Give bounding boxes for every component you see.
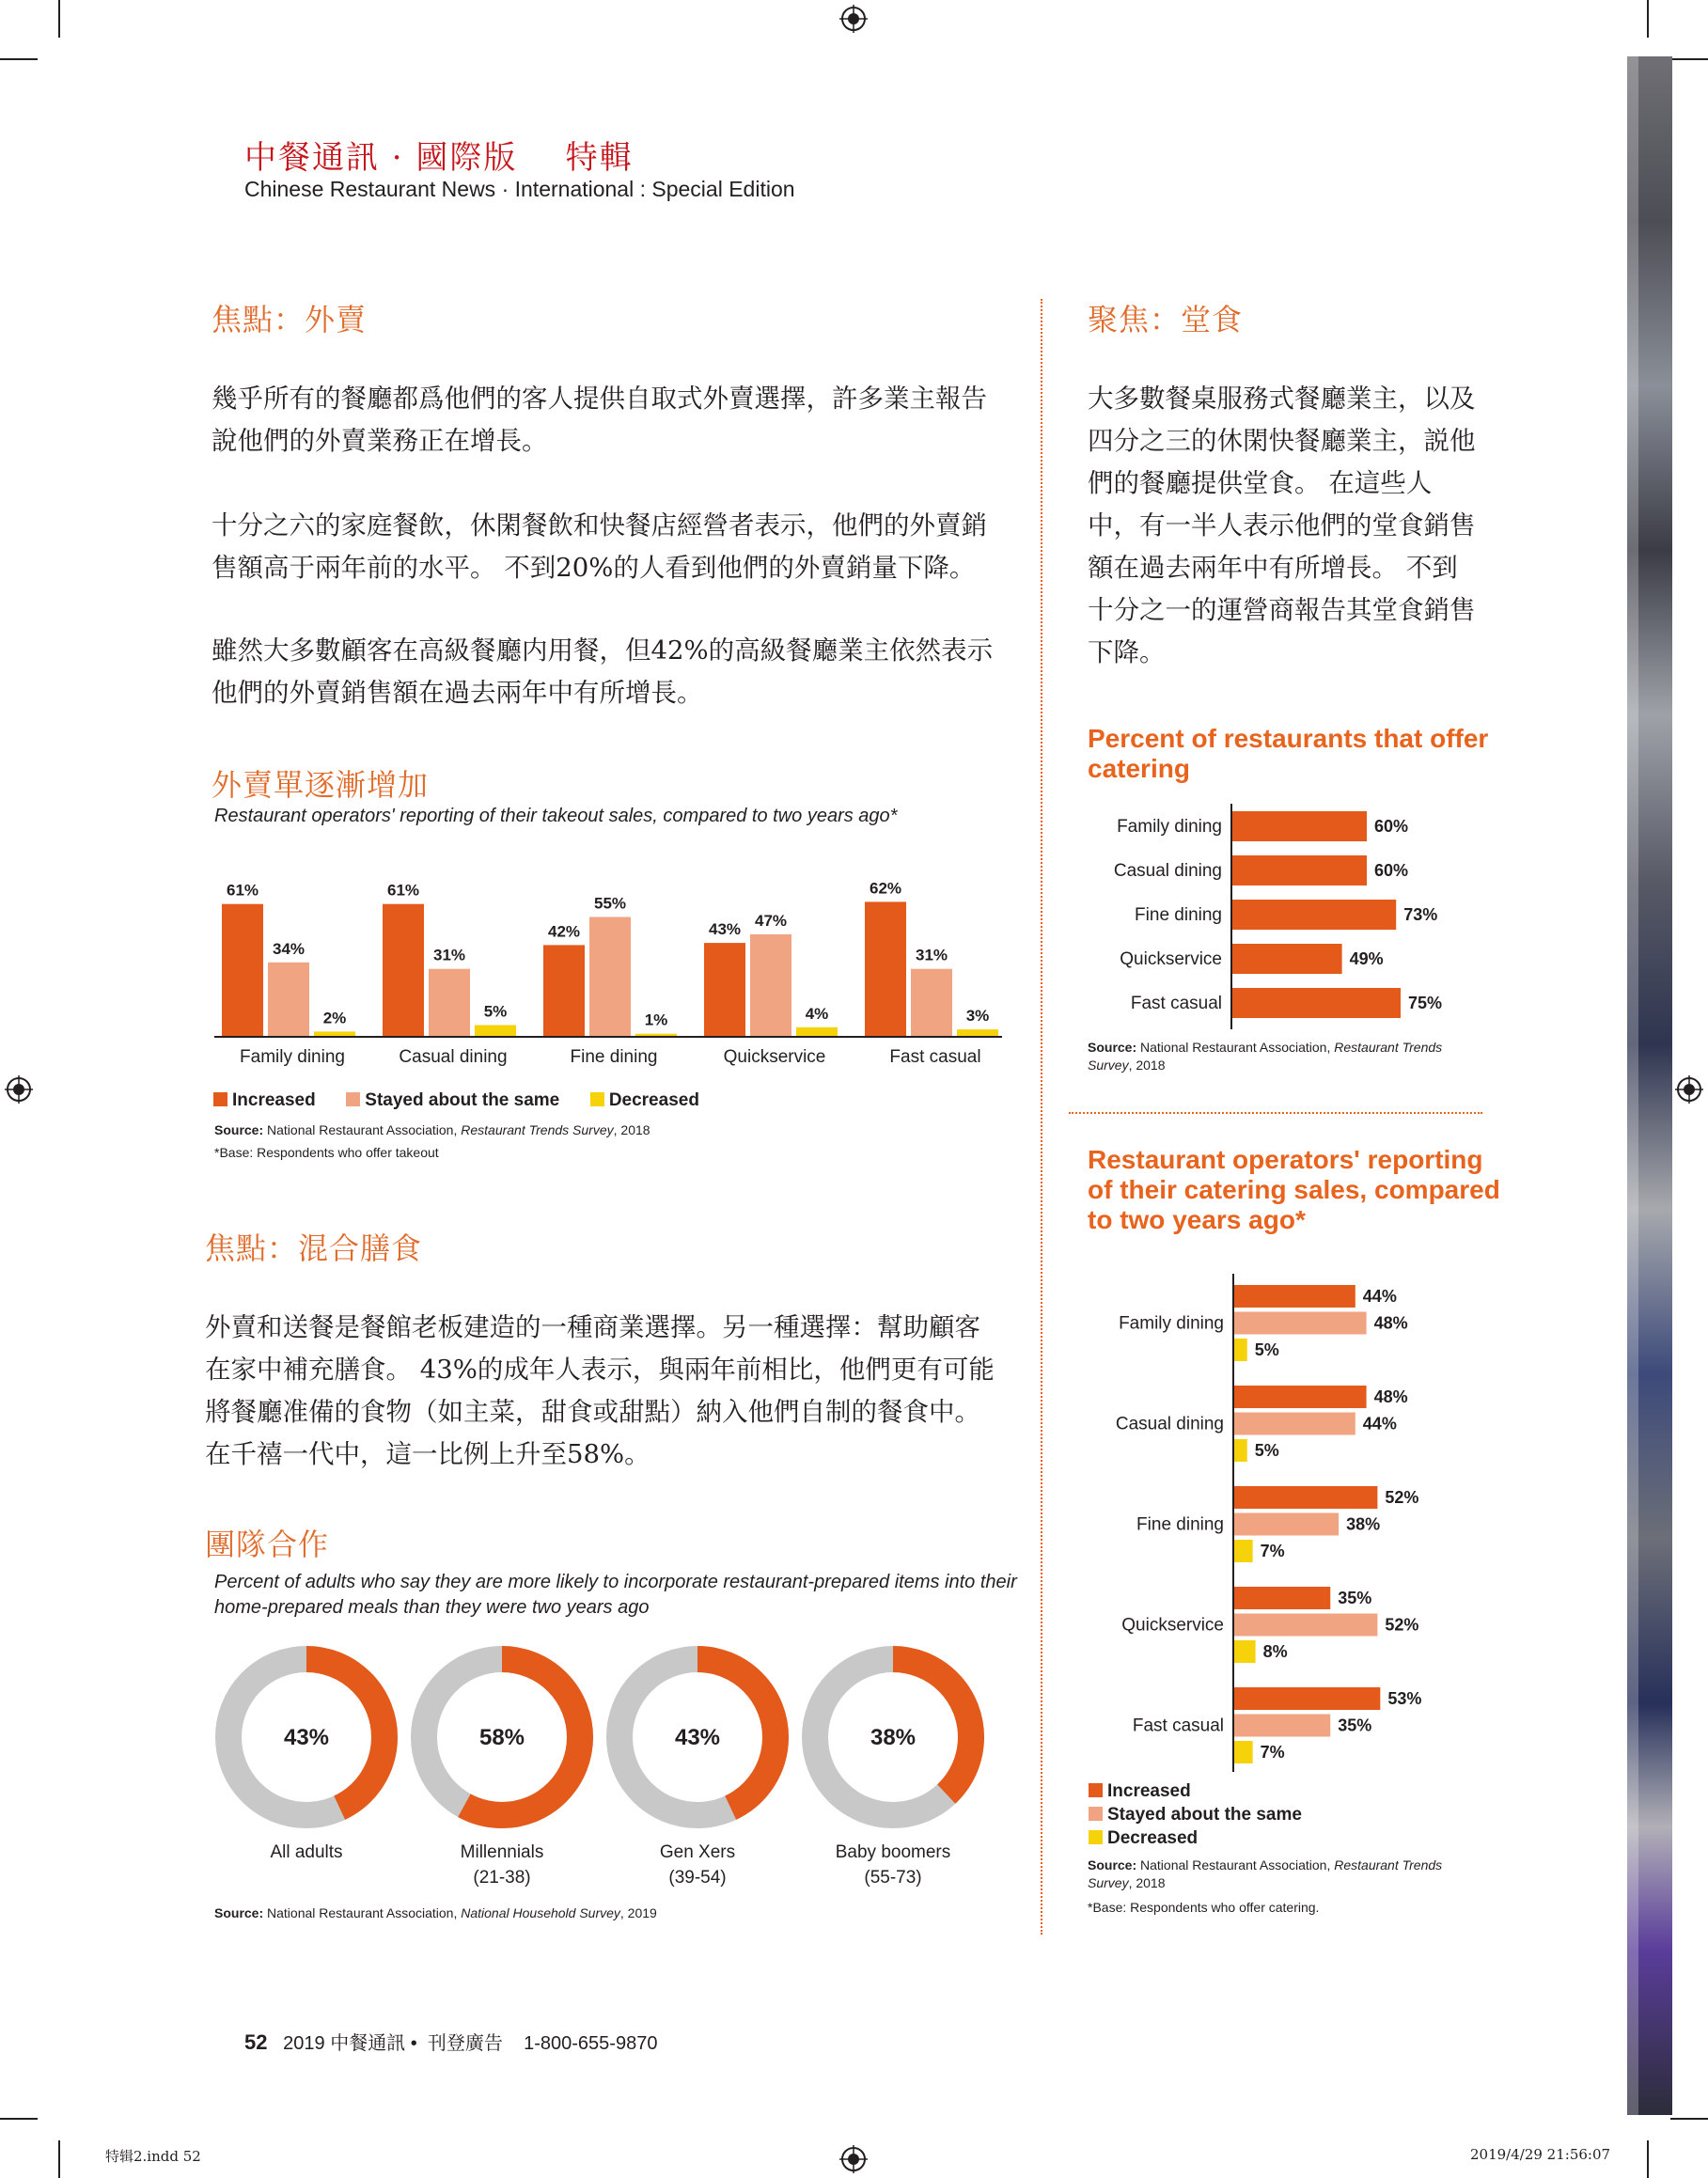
crop-mark xyxy=(58,0,60,38)
bar-fast-casual-decreased xyxy=(957,1029,998,1036)
bar-value-label: 75% xyxy=(1408,994,1443,1012)
bar-fast-casual-stayed-about-the-same xyxy=(911,969,952,1036)
bar-value-label: 2% xyxy=(322,1009,347,1027)
legend-item-decreased: Decreased xyxy=(590,1090,699,1110)
donut-category-label: Baby boomers xyxy=(835,1842,951,1862)
slug-right: 2019/4/29 21:56:07 xyxy=(1470,2146,1611,2163)
chart3-title: Restaurant operators' reporting of their catering sales, compared to two years ago* xyxy=(1088,1145,1500,1234)
y-tick-label: Quickservice xyxy=(1121,1615,1224,1636)
bar-value-label: 31% xyxy=(915,946,948,964)
bar-value-label: 5% xyxy=(1254,1441,1279,1460)
bar-casual-dining-decreased xyxy=(1233,1439,1247,1462)
bar-fine-dining-stayed-about-the-same xyxy=(1233,1513,1339,1536)
bar-quickservice-increased xyxy=(1233,1587,1330,1609)
bar-value-label: 52% xyxy=(1385,1488,1419,1507)
registration-mark-icon xyxy=(5,1075,33,1104)
takeout-paragraph-1: 幾乎所有的餐廳都爲他們的客人提供自取式外賣選擇，許多業主報告說他們的外賣業務正在增長。 xyxy=(212,384,987,456)
y-tick-label: Casual dining xyxy=(1113,861,1222,881)
x-tick-label: Quickservice xyxy=(723,1047,826,1067)
takeout-title: 焦點：外賣 xyxy=(212,302,368,337)
bar-value-label: 44% xyxy=(1362,1287,1397,1306)
bar-family-dining xyxy=(1231,811,1367,841)
bar-value-label: 5% xyxy=(1254,1340,1279,1359)
catering-offer-chart xyxy=(1081,804,1495,1029)
legend-item-decreased: Decreased xyxy=(1089,1826,1302,1850)
chart4-subtitle: Percent of adults who say they are more likely to incorporate restaurant-prepared items into their home-prepared meals than they were two years ago xyxy=(214,1572,1017,1618)
takeout-paragraph-2: 十分之六的家庭餐飲，休閑餐飲和快餐店經營者表示，他們的外賣銷售額高于兩年前的水平。 不到20%的人看到他們的外賣銷量下降。 xyxy=(212,510,987,583)
takeout-sales-chart xyxy=(207,865,1025,1072)
bar-fast-casual-increased xyxy=(865,901,906,1036)
bar-value-label: 4% xyxy=(805,1004,829,1023)
registration-mark-icon xyxy=(839,5,868,33)
bar-family-dining-decreased xyxy=(314,1031,355,1036)
mixed-meals-title: 焦點：混合膳食 xyxy=(205,1230,423,1266)
bar-value-label: 49% xyxy=(1349,949,1384,968)
chart1-source: Source: National Restaurant Association, Restaurant Trends Survey, 2018 xyxy=(214,1122,650,1137)
crop-mark xyxy=(1647,2140,1649,2178)
bar-value-label: 35% xyxy=(1338,1716,1372,1735)
bar-value-label: 52% xyxy=(1385,1615,1419,1635)
bar-fine-dining-increased xyxy=(543,945,585,1036)
y-tick-label: Fine dining xyxy=(1136,1514,1224,1535)
crop-mark xyxy=(1670,58,1708,60)
registration-mark-icon xyxy=(1675,1075,1703,1104)
donut-age-label: (55-73) xyxy=(864,1868,922,1888)
x-tick-label: Fine dining xyxy=(570,1047,658,1067)
bar-value-label: 38% xyxy=(1346,1514,1381,1534)
chart3-source: Source: National Restaurant Association, Restaurant Trends Survey, 2018 xyxy=(1088,1857,1443,1890)
chart1-title: 外賣單逐漸增加 xyxy=(212,767,430,803)
bar-family-dining-stayed-about-the-same xyxy=(1233,1312,1367,1335)
bar-quickservice-increased xyxy=(704,943,745,1036)
chart3-base-note: *Base: Respondents who offer catering. xyxy=(1088,1900,1320,1915)
bar-value-label: 7% xyxy=(1260,1743,1285,1762)
chart2-source: Source: National Restaurant Association, Restaurant Trends Survey, 2018 xyxy=(1088,1040,1443,1073)
bar-family-dining-increased xyxy=(1233,1285,1355,1308)
bar-casual-dining-stayed-about-the-same xyxy=(429,969,470,1036)
x-tick-label: Family dining xyxy=(240,1047,345,1067)
header-chinese-title: 中餐通訊 · 國際版 特輯 xyxy=(244,139,634,177)
legend-item-same: Stayed about the same xyxy=(1089,1803,1302,1826)
takeout-paragraph-3: 雖然大多數顧客在高級餐廳内用餐，但42%的高級餐廳業主依然表示他們的外賣銷售額在過去兩年中有所增長。 xyxy=(212,635,994,708)
bar-value-label: 1% xyxy=(644,1011,668,1029)
bar-value-label: 42% xyxy=(547,922,581,941)
bar-fast-casual-increased xyxy=(1233,1687,1380,1710)
bar-value-label: 48% xyxy=(1373,1387,1408,1406)
footer-text: 2019 中餐通訊 • 刊登廣告 1-800-655-9870 xyxy=(283,2033,658,2054)
bar-value-label: 34% xyxy=(272,939,306,958)
legend-item-same: Stayed about the same xyxy=(346,1090,559,1110)
bar-casual-dining xyxy=(1231,855,1367,885)
bar-fine-dining xyxy=(1231,900,1396,930)
page-number: 52 xyxy=(244,2030,268,2054)
dine-in-paragraph: 大多數餐桌服務式餐廳業主，以及四分之三的休閑快餐廳業主，説他們的餐廳提供堂食。 在這些人中，有一半人表示他們的堂食銷售額在過去兩年中有所增長。 不到十分之一的運營商報告其堂食銷售下降。 xyxy=(1088,384,1476,667)
x-tick-label: Fast casual xyxy=(889,1047,981,1067)
crop-mark xyxy=(0,58,38,60)
bar-fast-casual-stayed-about-the-same xyxy=(1233,1715,1330,1737)
y-tick-label: Casual dining xyxy=(1115,1414,1224,1434)
y-tick-label: Quickservice xyxy=(1120,949,1222,969)
bar-casual-dining-decreased xyxy=(475,1026,516,1037)
header-english-title: Chinese Restaurant News · International : Special Edition xyxy=(244,177,795,201)
bar-fine-dining-stayed-about-the-same xyxy=(589,917,631,1037)
bar-quickservice-stayed-about-the-same xyxy=(1233,1614,1377,1637)
bar-value-label: 48% xyxy=(1373,1313,1408,1333)
bar-value-label: 62% xyxy=(869,879,902,898)
mixed-meals-paragraph: 外賣和送餐是餐館老板建造的一種商業選擇。另一種選擇：幫助顧客在家中補充膳食。 43%的成年人表示，與兩年前相比，他們更有可能將餐廳准備的食物（如主菜，甜食或甜點）納入他們自制的餐食中。 在千禧一代中，這一比例上升至58%。 xyxy=(205,1312,995,1469)
column-divider xyxy=(1041,299,1042,1935)
bar-value-label: 61% xyxy=(386,881,420,900)
home-meals-donut-chart xyxy=(207,1636,1015,1899)
bar-value-label: 31% xyxy=(432,946,466,964)
chart2-title: Percent of restaurants that offer catering xyxy=(1088,724,1489,783)
chart1-base-note: *Base: Respondents who offer takeout xyxy=(214,1145,439,1160)
bar-family-dining-increased xyxy=(222,904,263,1036)
donut-category-label: All adults xyxy=(270,1842,343,1862)
bar-value-label: 35% xyxy=(1338,1589,1372,1607)
bar-value-label: 61% xyxy=(226,881,259,900)
bar-family-dining-decreased xyxy=(1233,1339,1247,1361)
y-tick-label: Family dining xyxy=(1119,1313,1224,1334)
donut-value-label: 43% xyxy=(674,1725,721,1750)
bar-quickservice-decreased xyxy=(1233,1640,1256,1663)
donut-category-label: Millennials xyxy=(460,1842,544,1862)
slug-left: 特辑2.indd 52 xyxy=(105,2148,201,2165)
bar-value-label: 8% xyxy=(1262,1642,1288,1661)
bar-value-label: 53% xyxy=(1387,1689,1422,1708)
chart1-subtitle: Restaurant operators' reporting of their takeout sales, compared to two years ago* xyxy=(214,806,898,826)
legend-item-increased: Increased xyxy=(213,1090,316,1110)
photo-strip xyxy=(1627,56,1672,2115)
y-tick-label: Family dining xyxy=(1117,817,1222,837)
chart4-source: Source: National Restaurant Association, National Household Survey, 2019 xyxy=(214,1905,657,1920)
catering-sales-chart xyxy=(1081,1274,1495,1772)
bar-value-label: 44% xyxy=(1362,1414,1397,1434)
donut-category-label: Gen Xers xyxy=(659,1842,736,1862)
y-tick-label: Fast casual xyxy=(1130,994,1222,1013)
chart1-legend xyxy=(213,1090,699,1111)
crop-mark xyxy=(58,2140,60,2178)
bar-value-label: 60% xyxy=(1374,817,1409,836)
y-tick-label: Fast casual xyxy=(1132,1716,1224,1736)
donut-value-label: 58% xyxy=(478,1725,525,1750)
bar-value-label: 7% xyxy=(1260,1542,1285,1560)
bar-casual-dining-increased xyxy=(383,904,424,1036)
crop-mark xyxy=(1670,2118,1708,2120)
bar-value-label: 5% xyxy=(483,1002,508,1021)
bar-quickservice-decreased xyxy=(796,1027,838,1036)
registration-mark-icon xyxy=(839,2145,868,2173)
bar-fast-casual xyxy=(1231,988,1401,1018)
section-divider xyxy=(1069,1112,1482,1114)
y-tick-label: Fine dining xyxy=(1135,905,1222,925)
bar-fine-dining-decreased xyxy=(1233,1540,1253,1562)
bar-fine-dining-increased xyxy=(1233,1486,1377,1509)
bar-value-label: 55% xyxy=(593,894,627,913)
chart4-title: 團隊合作 xyxy=(205,1527,330,1562)
bar-casual-dining-stayed-about-the-same xyxy=(1233,1413,1355,1435)
donut-value-label: 43% xyxy=(283,1725,330,1750)
bar-value-label: 73% xyxy=(1403,905,1438,924)
bar-value-label: 43% xyxy=(708,920,742,939)
donut-age-label: (21-38) xyxy=(473,1868,531,1888)
dine-in-title: 聚焦：堂食 xyxy=(1088,302,1244,337)
bar-family-dining-stayed-about-the-same xyxy=(268,963,309,1036)
donut-value-label: 38% xyxy=(870,1725,917,1750)
donut-age-label: (39-54) xyxy=(668,1868,727,1888)
bar-quickservice xyxy=(1231,944,1342,974)
bar-casual-dining-increased xyxy=(1233,1386,1367,1408)
bar-value-label: 47% xyxy=(754,911,788,930)
legend-item-increased: Increased xyxy=(1089,1779,1302,1803)
bar-fine-dining-decreased xyxy=(635,1034,677,1036)
crop-mark xyxy=(1647,0,1649,38)
bar-fast-casual-decreased xyxy=(1233,1741,1253,1763)
crop-mark xyxy=(0,2118,38,2120)
bar-value-label: 60% xyxy=(1374,861,1409,880)
bar-quickservice-stayed-about-the-same xyxy=(750,934,791,1036)
x-tick-label: Casual dining xyxy=(399,1047,508,1067)
page-footer xyxy=(244,2028,657,2055)
bar-value-label: 3% xyxy=(965,1007,990,1026)
chart3-legend xyxy=(1089,1779,1302,1850)
